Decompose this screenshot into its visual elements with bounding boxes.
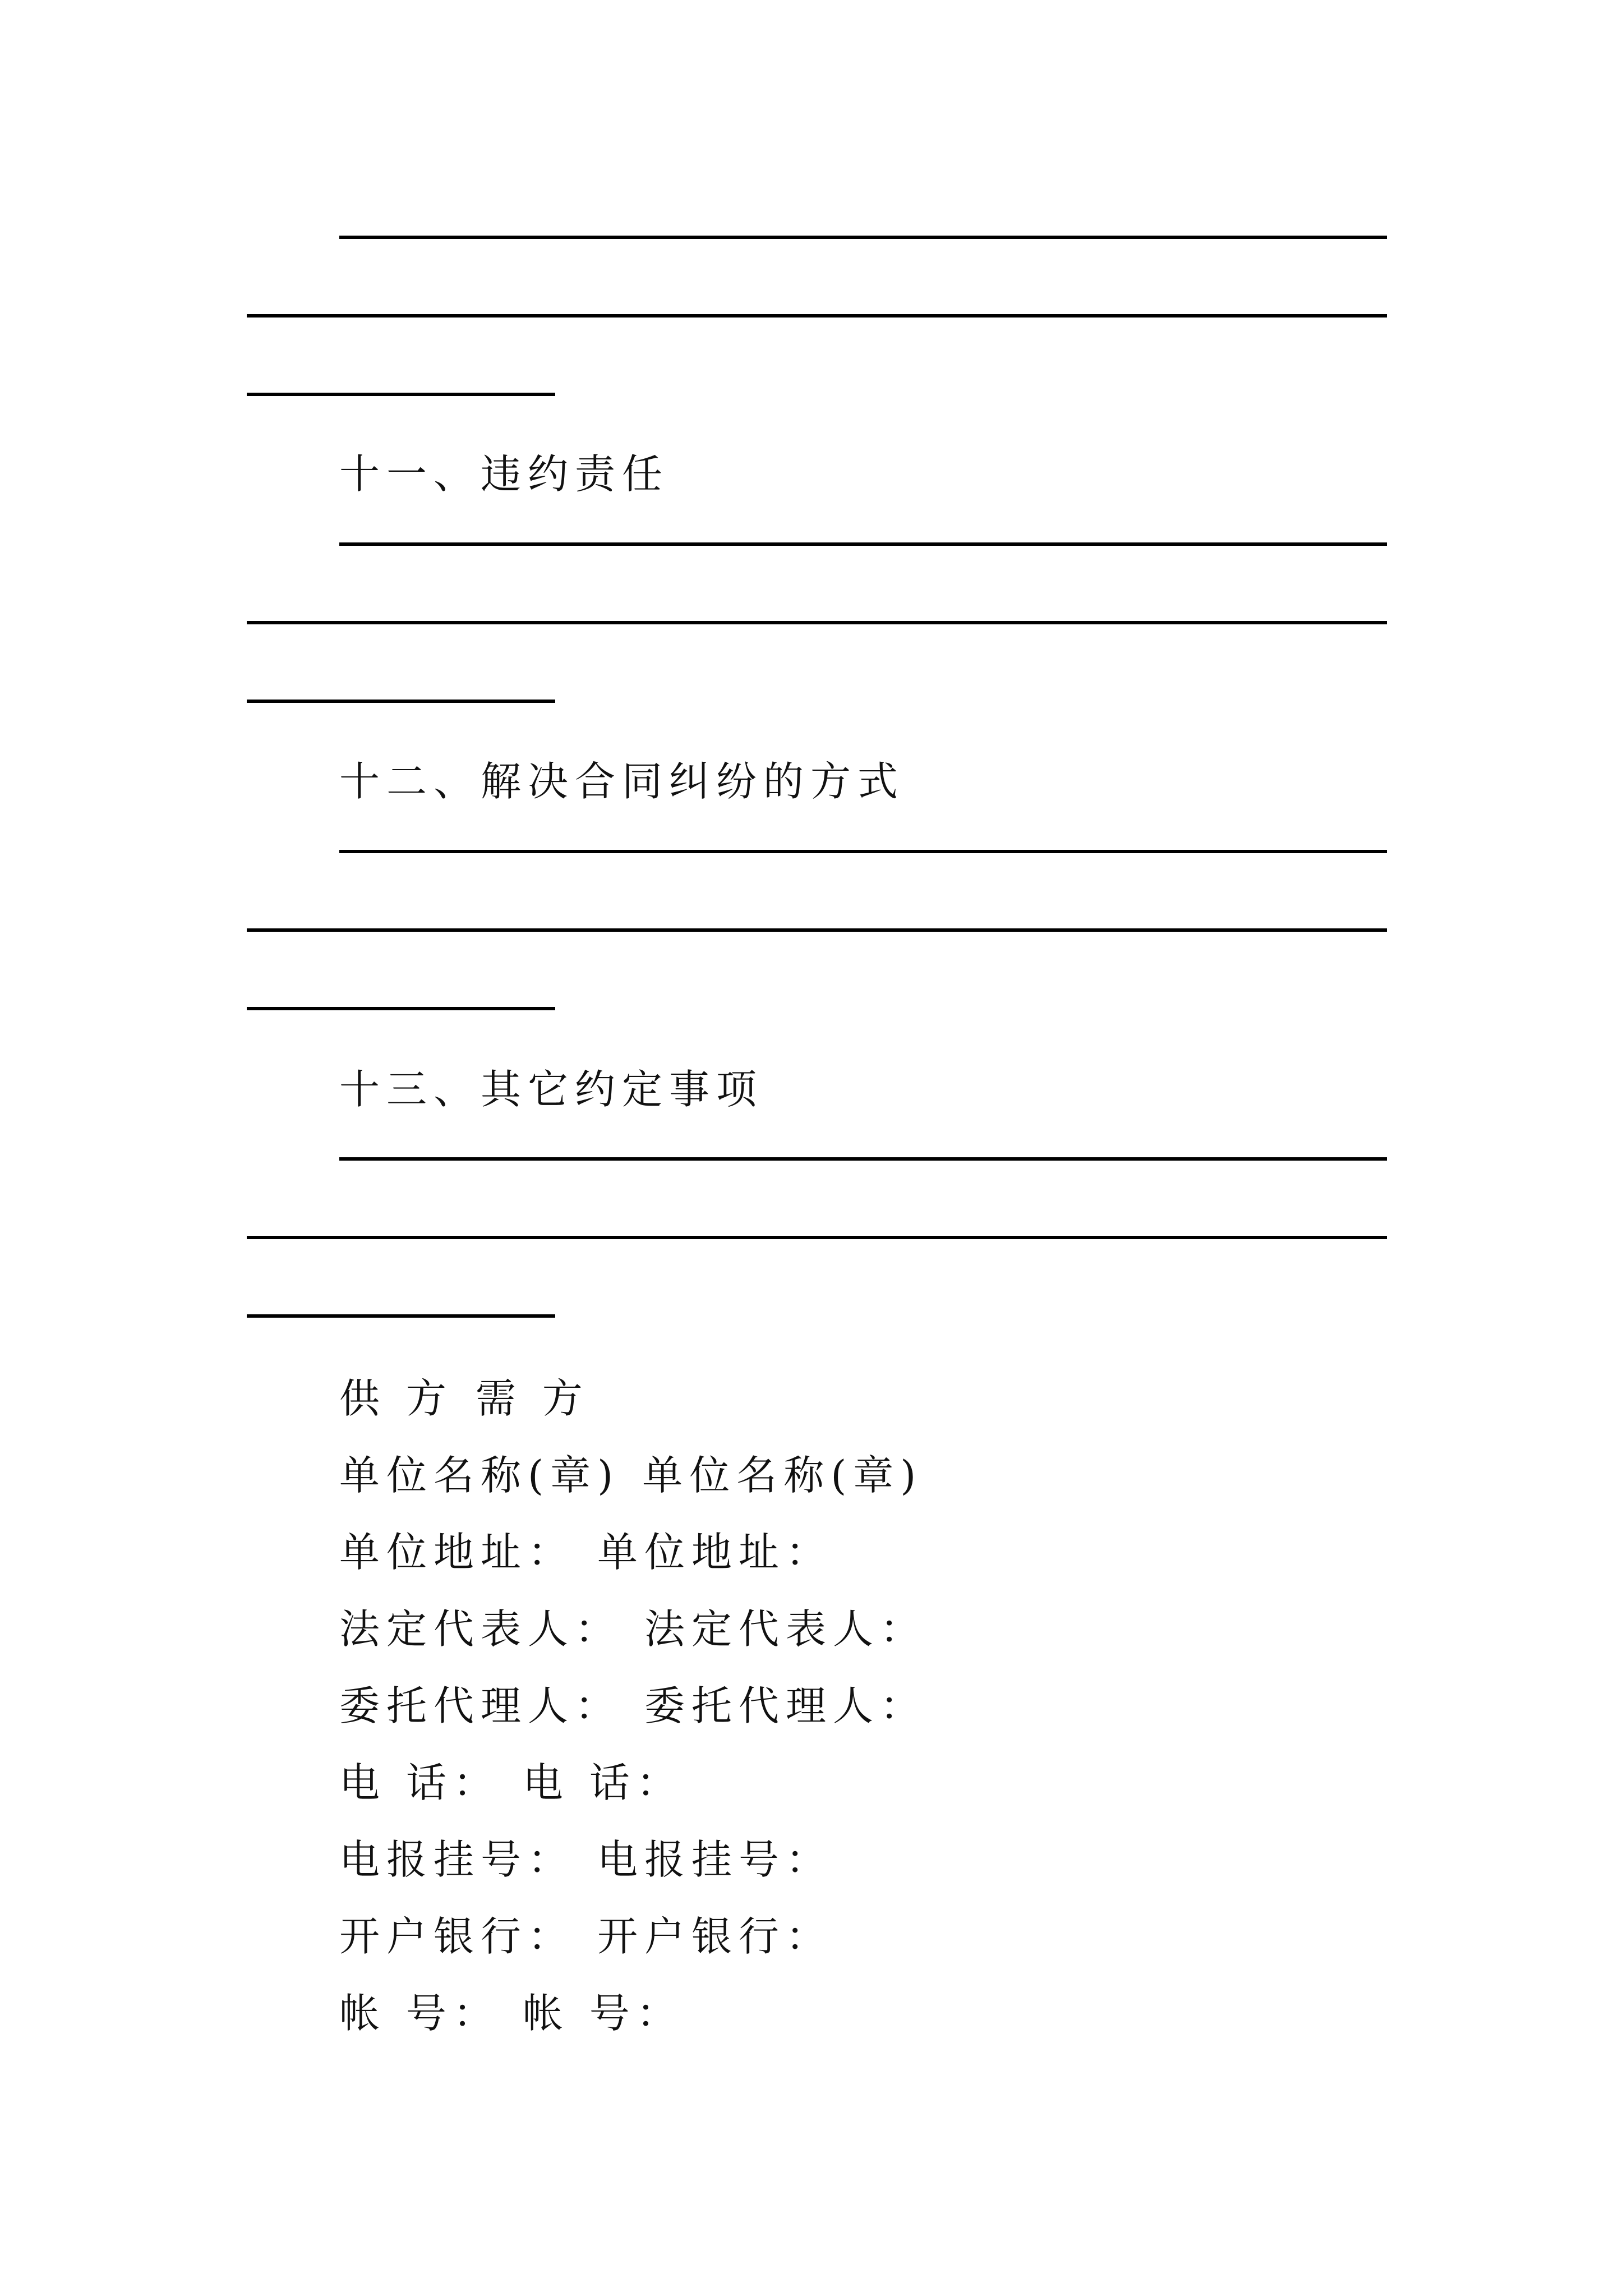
buyer-unit-address-label: 单位地址： <box>597 1529 833 1576</box>
supplier-legal-rep-label: 法定代表人： <box>339 1605 623 1653</box>
blank-line <box>247 1236 1387 1239</box>
signature-row-bank <box>339 1911 833 1962</box>
buyer-bank-label: 开户银行： <box>597 1913 833 1960</box>
section-title-dispute-resolution: 十二、解决合同纠纷的方式 <box>339 758 905 805</box>
supplier-bank-label: 开户银行： <box>339 1913 575 1960</box>
supplier-label: 供 方 <box>339 1375 453 1422</box>
blank-line <box>247 314 1387 318</box>
section-title-other-matters: 十三、其它约定事项 <box>339 1066 764 1113</box>
blank-line <box>339 236 1387 239</box>
blank-line <box>247 621 1387 624</box>
blank-line <box>247 1007 555 1010</box>
supplier-phone-label: 电 话： <box>339 1759 500 1806</box>
supplier-unit-name-label: 单位名称(章) <box>339 1452 620 1499</box>
supplier-unit-address-label: 单位地址： <box>339 1529 575 1576</box>
signature-header <box>339 1373 589 1424</box>
blank-line <box>339 1157 1387 1161</box>
signature-row-unit-address <box>339 1527 833 1577</box>
signature-row-phone <box>339 1757 684 1808</box>
blank-line <box>247 1314 555 1318</box>
signature-row-telegraph <box>339 1834 833 1885</box>
blank-line <box>247 700 555 703</box>
blank-line <box>247 928 1387 932</box>
signature-row-account <box>339 1988 684 2039</box>
signature-row-unit-name <box>339 1450 923 1501</box>
buyer-agent-label: 委托代理人： <box>644 1682 928 1729</box>
supplier-agent-label: 委托代理人： <box>339 1682 623 1729</box>
blank-line <box>247 393 555 396</box>
signature-row-agent <box>339 1681 927 1731</box>
buyer-legal-rep-label: 法定代表人： <box>644 1605 928 1653</box>
blank-line <box>339 542 1387 546</box>
buyer-label: 需 方 <box>475 1375 589 1422</box>
blank-line <box>339 850 1387 853</box>
signature-row-legal-representative <box>339 1604 927 1654</box>
buyer-account-label: 帐 号： <box>522 1990 684 2037</box>
buyer-unit-name-label: 单位名称(章) <box>642 1452 923 1499</box>
supplier-telegraph-label: 电报挂号： <box>339 1836 575 1883</box>
supplier-account-label: 帐 号： <box>339 1990 500 2037</box>
section-title-breach-liability: 十一、违约责任 <box>339 450 670 498</box>
buyer-phone-label: 电 话： <box>522 1759 684 1806</box>
buyer-telegraph-label: 电报挂号： <box>597 1836 833 1883</box>
